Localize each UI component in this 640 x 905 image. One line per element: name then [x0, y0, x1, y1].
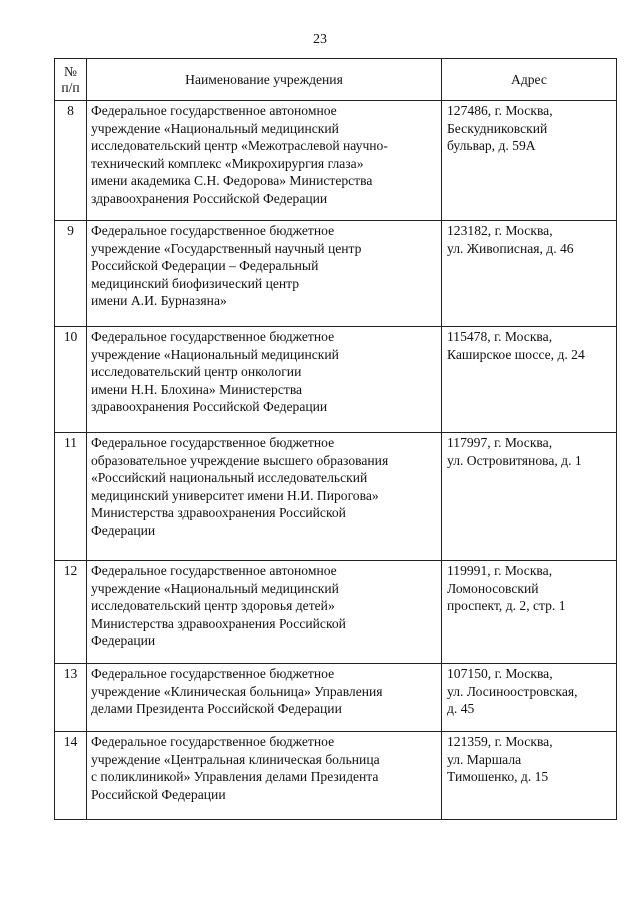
row-number: 11	[55, 433, 87, 561]
institution-name-line: здравоохранения Российской Федерации	[91, 399, 328, 414]
institution-name-line: Федеральное государственное автономное	[91, 563, 337, 578]
page-number: 23	[313, 32, 327, 47]
address-line: 107150, г. Москва,	[447, 666, 553, 681]
address-line: Бескудниковский	[447, 120, 548, 136]
address-line: 127486, г. Москва,	[447, 103, 553, 118]
row-number: 9	[55, 221, 87, 327]
institution-name-line: здравоохранения Российской Федерации	[91, 190, 328, 206]
institution-name-line: Российской Федерации – Федеральный	[91, 258, 319, 273]
row-number: 13	[55, 664, 87, 732]
institution-name-line: медицинский биофизический центр	[91, 275, 300, 291]
row-number: 14	[55, 732, 87, 820]
institution-name-line: Министерства здравоохранения Российской	[91, 505, 346, 520]
institution-name-line: «Российский национальный исследовательский	[91, 470, 368, 485]
address-line: Ломоносовский	[447, 580, 539, 596]
institution-name-line: Федеральное государственное автономное	[91, 103, 337, 118]
institution-name-line: Федеральное государственное бюджетное	[91, 435, 335, 450]
header-institution-name: Наименование учреждения	[87, 59, 442, 101]
institution-name-line: учреждение «Национальный медицинский	[91, 120, 339, 136]
institution-address	[442, 664, 617, 732]
table-row	[55, 732, 617, 820]
institution-name-line: учреждение «Центральная клиническая больница	[91, 751, 380, 767]
address-line: 117997, г. Москва,	[447, 435, 553, 450]
institution-address	[442, 561, 617, 664]
table-row	[55, 561, 617, 664]
institution-name	[87, 664, 442, 732]
institution-name-line: Федерации	[91, 633, 156, 648]
institution-name-line: исследовательский центр здоровья детей»	[91, 598, 335, 613]
institution-name-line: технический комплекс «Микрохирургия глаза»	[91, 155, 364, 171]
table-header-row	[55, 59, 617, 101]
institution-name	[87, 561, 442, 664]
address-line: ул. Маршала	[447, 751, 522, 767]
institution-name-line: учреждение «Национальный медицинский	[91, 580, 339, 596]
institution-name	[87, 327, 442, 433]
table-row	[55, 664, 617, 732]
row-number: 8	[55, 101, 87, 221]
institution-address	[442, 732, 617, 820]
institution-name-line: Федеральное государственное бюджетное	[91, 223, 335, 238]
row-number: 10	[55, 327, 87, 433]
institution-name-line: имени А.И. Бурназяна»	[91, 293, 227, 308]
institution-address	[442, 221, 617, 327]
institution-name-line: делами Президента Российской Федерации	[91, 701, 342, 716]
address-line: ул. Лосиноостровская,	[447, 683, 578, 699]
institution-name-line: Министерства здравоохранения Российской	[91, 615, 346, 631]
institution-name	[87, 101, 442, 221]
table-row	[55, 433, 617, 561]
institution-name-line: имени Н.Н. Блохина» Министерства	[91, 381, 303, 397]
institution-name-line: с поликлиникой» Управления делами Президента	[91, 769, 379, 784]
address-line: 115478, г. Москва,	[447, 329, 553, 344]
institution-name-line: учреждение «Клиническая больница» Управления	[91, 683, 383, 699]
address-line: Каширское шоссе, д. 24	[447, 346, 585, 362]
table-row	[55, 101, 617, 221]
address-line: Тимошенко, д. 15	[447, 769, 549, 784]
header-number-line-1: №	[64, 63, 77, 79]
institution-name-line: учреждение «Национальный медицинский	[91, 346, 339, 362]
address-line: 121359, г. Москва,	[447, 734, 553, 749]
institution-address	[442, 327, 617, 433]
address-line: д. 45	[447, 701, 475, 716]
header-number-line-2: п/п	[61, 79, 80, 95]
address-line: бульвар, д. 59А	[447, 138, 536, 153]
address-line: 123182, г. Москва,	[447, 223, 553, 238]
institution-name	[87, 433, 442, 561]
institution-name-line: медицинский университет имени Н.И. Пирогова»	[91, 487, 379, 503]
institution-name	[87, 221, 442, 327]
address-line: 119991, г. Москва,	[447, 563, 553, 578]
institution-name-line: Федеральное государственное бюджетное	[91, 734, 335, 749]
institution-address	[442, 101, 617, 221]
institution-name-line: учреждение «Государственный научный центр	[91, 240, 362, 256]
address-line: проспект, д. 2, стр. 1	[447, 598, 566, 613]
address-line: ул. Живописная, д. 46	[447, 240, 574, 256]
institutions-table	[54, 58, 617, 820]
institution-name-line: Федерации	[91, 522, 156, 538]
institution-address	[442, 433, 617, 561]
header-number	[55, 59, 87, 101]
institution-name-line: образовательное учреждение высшего образования	[91, 452, 389, 468]
table-row	[55, 327, 617, 433]
institution-name-line: имени академика С.Н. Федорова» Министерства	[91, 173, 373, 188]
institution-name-line: Федеральное государственное бюджетное	[91, 329, 335, 344]
table-row	[55, 221, 617, 327]
institution-name-line: исследовательский центр «Межотраслевой научно-	[91, 138, 388, 153]
institution-name	[87, 732, 442, 820]
institution-name-line: Российской Федерации	[91, 786, 226, 802]
header-address: Адрес	[442, 59, 617, 101]
row-number: 12	[55, 561, 87, 664]
institution-name-line: исследовательский центр онкологии	[91, 364, 302, 379]
address-line: ул. Островитянова, д. 1	[447, 452, 582, 468]
institution-name-line: Федеральное государственное бюджетное	[91, 666, 335, 681]
